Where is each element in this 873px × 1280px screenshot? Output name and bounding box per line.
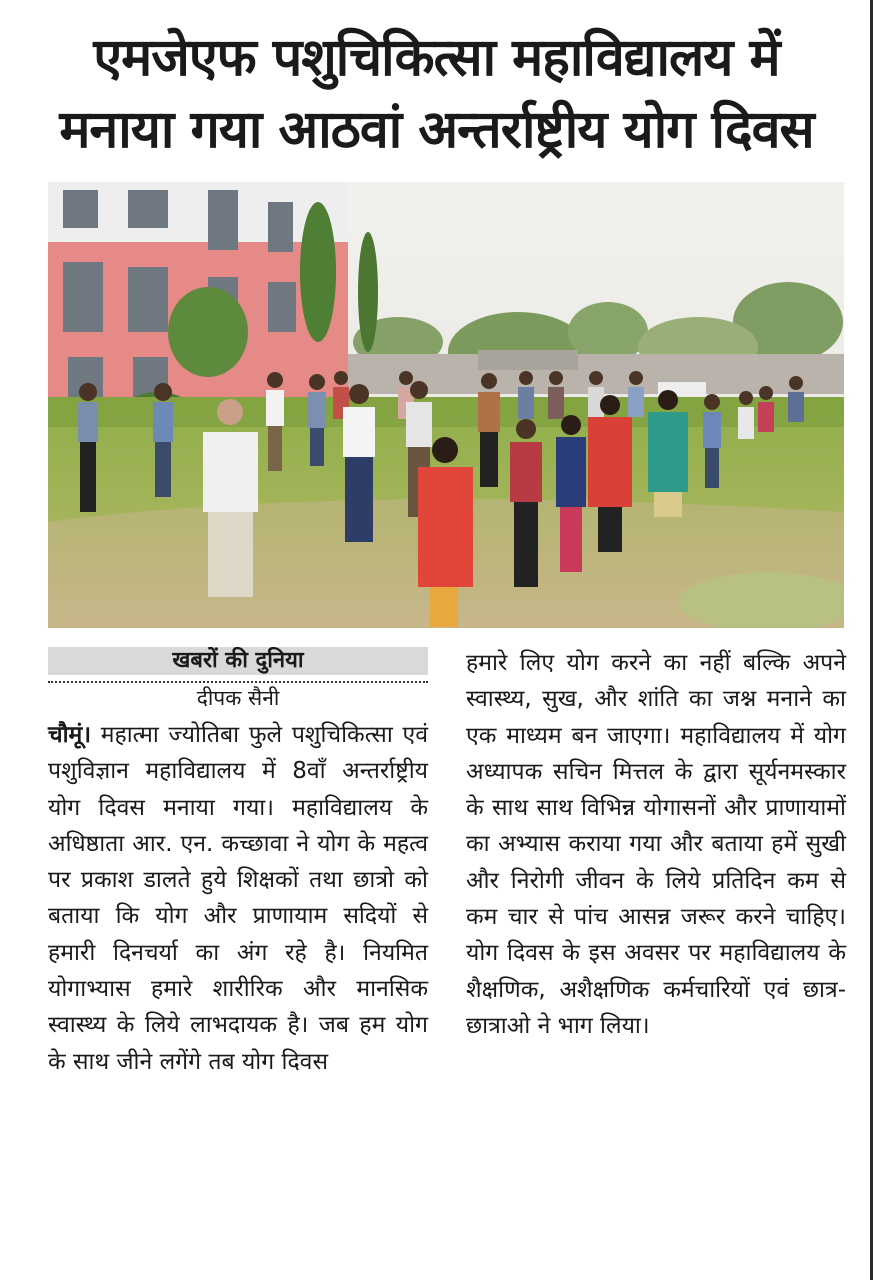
byline: दीपक सैनी [48,681,428,713]
headline-line-1: एमजेएफ पशुचिकित्सा महाविद्यालय में [93,28,780,88]
news-photo [48,182,844,628]
article-text-left: महात्मा ज्योतिबा फुले पशुचिकित्सा एवं पशुविज्ञान महाविद्यालय में 8वाँ अन्तर्राष्ट्रीय योग दिवस मनाया गया। महाविद्यालय के अधिष्ठाता आर. एन. कच्छावा ने योग के महत्व पर प्रकाश डालते हुये शिक्षकों तथा छात्रो को बताया कि योग और प्राणायाम सदियों से हमारी दिनचर्या का अंग रहे है। नियमित योगाभ्यास हमारे शारीरिक और मानसिक स्वास्थ्य के लिये लाभदायक है। जब हम योग के साथ जीने लगेंगे तब योग दिवस [48,722,428,1075]
headline-line-2: मनाया गया आठवां अन्तर्राष्ट्रीय योग दिवस [59,100,814,160]
headline [30,22,843,166]
yoga-day-photo [48,182,844,628]
article-column-left [48,645,428,1080]
article-column-right [466,645,846,1044]
article-body-right: हमारे लिए योग करने का नहीं बल्कि अपने स्वास्थ्य, सुख, और शांति का जश्न मनाने का एक माध्यम बन जाएगा। महाविद्यालय में योग अध्यापक सचिन मित्तल के द्वारा सूर्यनमस्कार के साथ साथ विभिन्न योगासनों और प्राणायामों का अभ्यास कराया गया और बताया हमें सुखी और निरोगी जीवन के लिये प्रतिदिन कम से कम चार से पांच आसन्न जरूर करने चाहिए। योग दिवस के इस अवसर पर महाविद्यालय के शैक्षणिक, अशैक्षणिक कर्मचारियों एवं छात्र-छात्राओ ने भाग लिया। [466,650,846,1039]
section-label: खबरों की दुनिया [48,647,428,675]
article-body-left [48,717,428,1080]
dateline: चौमूं। [48,722,92,748]
